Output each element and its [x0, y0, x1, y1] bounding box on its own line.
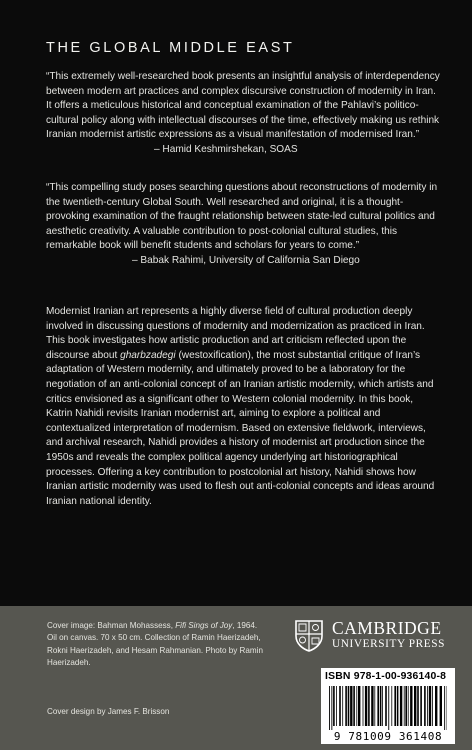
endorsement-attribution: – Hamid Keshmirshekan, SOAS: [154, 143, 298, 155]
endorsement-attribution: – Babak Rahimi, University of California San Diego: [132, 254, 360, 266]
barcode-bar: [371, 686, 373, 726]
barcode-bar: [404, 686, 405, 726]
barcode-bar: [424, 686, 426, 726]
cover-design-credit: Cover design by James F. Brisson: [47, 707, 170, 716]
series-title: THE GLOBAL MIDDLE EAST: [46, 40, 295, 56]
barcode-bar: [358, 686, 360, 726]
barcode-bar: [394, 686, 396, 726]
credit-text: , 1964. Oil on canvas. 70 x 50 cm. Collection of Ramin Haerizadeh, Rokni Haerizadeh, and Hesam Rahmanian. Photo by Ramin Haerizadeh.: [47, 621, 263, 667]
description-term: gharbzadegi: [120, 349, 176, 361]
barcode-panel: [321, 668, 455, 744]
barcode-bar: [356, 686, 357, 726]
description-text: (westoxification), the most substantial critique of Iran’s adaptation of Western modernity, and ultimately proved to be a laboratory for the negotiation of an anti-colonial concept of an Iranian artistic modernity, which artists and critics envisioned as a significant other to Western colonial modernity. In this book, Katrin Nahidi revisits Iranian modernist art, aiming to explore a political and contextualized interpretation of modernism. Based on extensive fieldwork, interviews, and archival research, Nahidi provides a history of modernist art production since the 1950s and reveals the complex political agency underlying art historiographical processes. Offering a key contribution to postcolonial art history, Nahidi shows how Iranian artistic modernity was used to flesh out anti-colonial concepts and ideas around Iranian national identity.: [46, 349, 435, 507]
barcode-bar: [331, 686, 332, 730]
barcode-bar: [432, 686, 433, 726]
barcode-bar: [408, 686, 409, 726]
barcode-bar: [435, 686, 437, 726]
barcode-bar: [444, 686, 445, 730]
barcode-bar: [329, 686, 330, 730]
isbn-label: ISBN 978-1-00-936140-8: [325, 671, 447, 682]
barcode-bar: [350, 686, 352, 726]
barcode-bar: [365, 686, 367, 726]
barcode-bar: [342, 686, 343, 726]
barcode-bar: [405, 686, 407, 726]
barcode-bar: [420, 686, 422, 726]
barcode-bar: [380, 686, 382, 726]
barcode-bar: [382, 686, 383, 726]
cover-image-credit: [47, 620, 269, 669]
barcode-bar: [363, 686, 364, 726]
book-description: [46, 305, 442, 509]
barcode-bar: [339, 686, 341, 726]
endorsement-quote: “This compelling study poses searching questions about reconstructions of modernity in the twentieth-century Global South. Well researched and original, it is a thought-provoking examination of the fraught relationship between state-led cultural politics and aesthetic creativity. A valuable contribution to post-colonial cultural studies, this remarkable book will benefit students and scholars for years to come.”: [46, 182, 438, 252]
barcode-bar: [388, 686, 389, 730]
barcode-bar: [414, 686, 416, 726]
barcode-bar: [336, 686, 337, 726]
barcode-bar: [377, 686, 379, 726]
barcode-bar: [374, 686, 375, 726]
barcode-bar: [353, 686, 355, 726]
description-text: Modernist Iranian art represents a highly diverse field of cultural production deeply involved in discussing questions of modernity and modernization as practiced in Iran. This book investigates how artistic production and art criticism reflected upon the discourse about: [46, 306, 425, 361]
barcode-bar: [397, 686, 399, 726]
barcode-digits: 9 781009 361408: [333, 730, 443, 743]
barcode-bar: [410, 686, 412, 726]
publisher-logo: [290, 615, 450, 659]
barcode-bar: [345, 686, 347, 726]
shield-icon: [294, 619, 324, 652]
barcode-bar: [333, 686, 335, 726]
barcode-bar: [429, 686, 431, 726]
endorsement-1: [46, 70, 442, 158]
barcode-bar: [391, 686, 392, 726]
publisher-name: CAMBRIDGE: [332, 618, 442, 638]
barcode-bar: [348, 686, 350, 726]
barcode-bar: [427, 686, 428, 726]
credit-artwork-title: Fifi Sings of Joy: [175, 621, 233, 630]
publisher-subtitle: UNIVERSITY PRESS: [332, 638, 446, 650]
barcode-bar: [440, 686, 442, 726]
barcode-bar: [400, 686, 402, 726]
barcode-bar: [368, 686, 370, 726]
endorsement-2: [46, 181, 442, 269]
footer-panel: [0, 606, 472, 750]
endorsement-quote: “This extremely well-researched book presents an insightful analysis of interdependency between modern art practices and complex discursive construction of modernity in Iran. It offers a meticulous historical and conceptual examination of the Pahlavi’s politico-cultural policy along with intellectual discourses of the time, effectively making us rethink Iranian modernist artistic expressions as a visual manifestation of modernised Iran.”: [46, 71, 440, 141]
barcode-bar: [385, 686, 387, 726]
barcode: [329, 686, 447, 730]
barcode-bar: [417, 686, 419, 726]
credit-text: Cover image: Bahman Mohassess,: [47, 621, 176, 630]
